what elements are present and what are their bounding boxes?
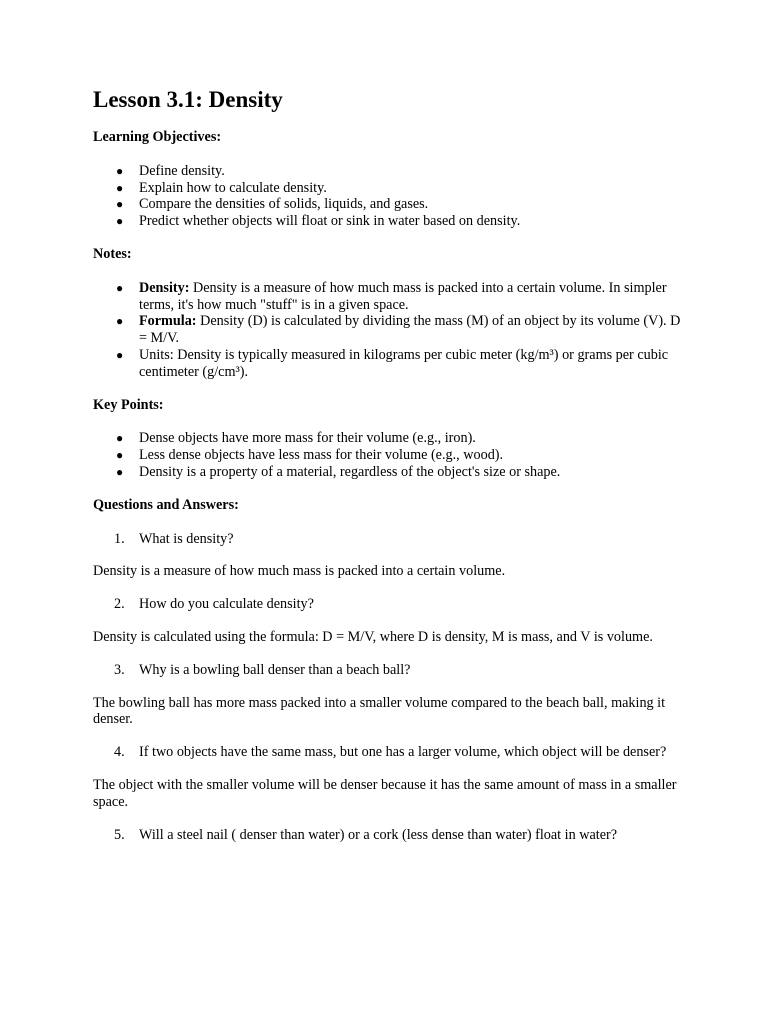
list-item: ● Density is a property of a material, regardless of the object's size or shape. <box>116 463 561 480</box>
notes-heading: Notes: <box>93 245 132 262</box>
question-list <box>93 662 688 679</box>
page-title: Lesson 3.1: Density <box>93 87 283 112</box>
question-list <box>93 531 688 548</box>
bullet-icon: ● <box>116 214 124 229</box>
question-text: How do you calculate density? <box>139 596 314 613</box>
key-points-heading: Key Points: <box>93 396 164 413</box>
objectives-heading: Learning Objectives: <box>93 129 222 145</box>
question-item <box>114 661 688 679</box>
question-number: 5. <box>114 826 125 843</box>
question-item <box>114 530 688 548</box>
question-item <box>114 744 688 761</box>
list-item: ● Dense objects have more mass for their volume (e.g., iron). <box>116 430 476 447</box>
question-text: If two objects have the same mass, but one has a larger volume, which object will be denser? <box>139 744 667 761</box>
answer-text: Density is calculated using the formula: D = M/V, where D is density, M is mass, and V is volume. <box>93 628 653 645</box>
list-item: ● Less dense objects have less mass for their volume (e.g., wood). <box>116 447 504 464</box>
bullet-icon: ● <box>116 464 124 479</box>
question-number: 2. <box>114 596 125 613</box>
note-text: Units: Density is typically measured in kilograms per cubic meter (kg/m³) or grams per cubic centimeter (g/cm³). <box>139 346 669 380</box>
list-item: ● Define density. <box>116 162 225 179</box>
key-points-list <box>93 430 688 480</box>
question-item <box>114 596 688 613</box>
question-text: Will a steel nail ( denser than water) or a cork (less dense than water) float in water? <box>139 826 618 843</box>
list-item: ● Compare the densities of solids, liquids, and gases. <box>116 196 429 213</box>
question-list <box>93 596 688 613</box>
question-item <box>114 826 688 844</box>
note-term: Density: <box>139 279 190 296</box>
bullet-icon: ● <box>116 431 124 446</box>
question-text: What is density? <box>139 530 234 547</box>
notes-list <box>93 280 688 381</box>
list-item <box>116 313 688 347</box>
bullet-icon: ● <box>116 180 124 195</box>
bullet-icon: ● <box>116 197 124 212</box>
bullet-icon: ● <box>116 347 124 362</box>
bullet-icon: ● <box>116 448 124 463</box>
question-list <box>93 744 688 761</box>
note-text: Density (D) is calculated by dividing the mass (M) of an object by its volume (V). D = M/V. <box>139 313 681 347</box>
question-text: Why is a bowling ball denser than a beach ball? <box>139 661 411 678</box>
list-item <box>116 346 688 381</box>
qa-heading: Questions and Answers: <box>93 496 239 513</box>
list-item: ● Explain how to calculate density. <box>116 179 327 196</box>
bullet-icon: ● <box>116 163 124 178</box>
question-number: 4. <box>114 744 125 761</box>
list-item <box>116 279 688 314</box>
objectives-list <box>93 163 688 230</box>
list-item: ● Predict whether objects will float or sink in water based on density. <box>116 213 521 230</box>
question-number: 1. <box>114 530 125 547</box>
note-term: Formula: <box>139 313 197 330</box>
answer-text: Density is a measure of how much mass is packed into a certain volume. <box>93 563 506 580</box>
question-number: 3. <box>114 661 125 678</box>
bullet-icon: ● <box>116 280 124 295</box>
question-list <box>93 827 688 844</box>
answer-text: The object with the smaller volume will be denser because it has the same amount of mass in a smaller space. <box>93 776 677 810</box>
note-text: Density is a measure of how much mass is packed into a certain volume. In simpler terms, it's how much "stuff" is in a given space. <box>139 279 667 313</box>
bullet-icon: ● <box>116 314 124 329</box>
answer-text: The bowling ball has more mass packed into a smaller volume compared to the beach ball, making it denser. <box>93 694 666 728</box>
